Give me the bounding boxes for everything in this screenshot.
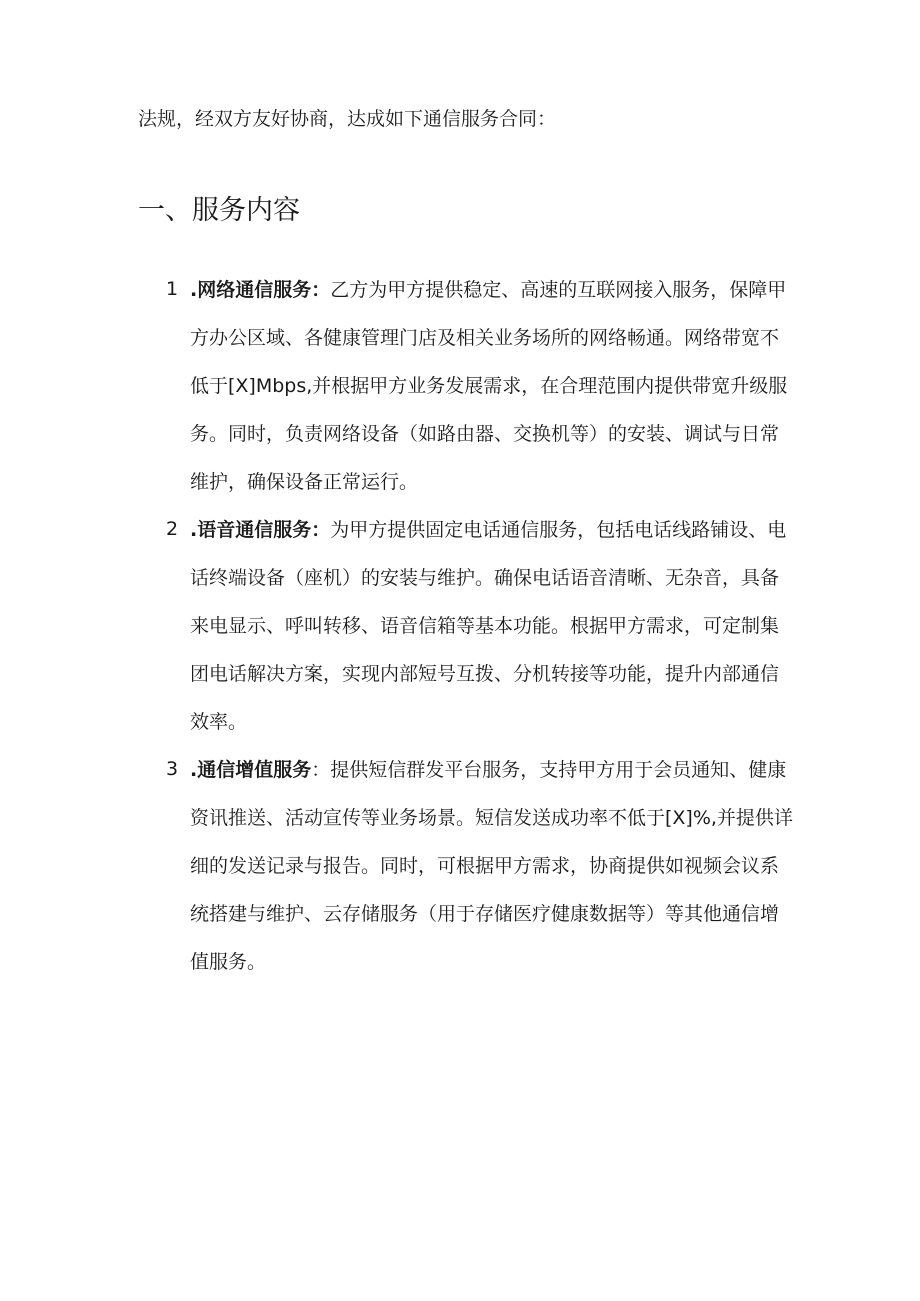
item-text: 乙方为甲方提供稳定、高速的互联网接入服务，保障甲 xyxy=(330,279,787,301)
item-title: .语音通信服务： xyxy=(190,519,331,541)
item-line: 来电显示、呼叫转移、语音信箱等基本功能。根据甲方需求，可定制集 xyxy=(190,615,780,637)
item-line: 统搭建与维护、云存储服务（用于存储医疗健康数据等）等其他通信增 xyxy=(190,903,780,925)
item-line xyxy=(190,266,787,314)
item-line xyxy=(190,746,787,794)
item-line xyxy=(190,506,787,554)
item-title: .网络通信服务： xyxy=(190,279,331,301)
item-body xyxy=(190,506,787,746)
item-line: 方办公区域、各健康管理门店及相关业务场所的网络畅通。网络带宽不 xyxy=(190,327,780,349)
item-line: 团电话解决方案，实现内部短号互拨、分机转接等功能，提升内部通信 xyxy=(190,663,780,685)
intro-text: 法规，经双方友好协商，达成如下通信服务合同： xyxy=(138,108,557,130)
item-line: 务。同时，负责网络设备（如路由器、交换机等）的安装、调试与日常 xyxy=(190,423,780,445)
item-line: 维护，确保设备正常运行。 xyxy=(190,471,419,493)
service-item xyxy=(160,266,788,506)
item-line: 资讯推送、活动宣传等业务场景。短信发送成功率不低于[X]%,并提供详 xyxy=(190,807,793,829)
item-number: 1 xyxy=(166,278,179,300)
item-body xyxy=(190,746,793,986)
section-heading: 一、服务内容 xyxy=(138,195,300,226)
item-line: 值服务。 xyxy=(190,951,267,973)
item-body xyxy=(190,266,788,506)
item-line: 细的发送记录与报告。同时，可根据甲方需求，协商提供如视频会议系 xyxy=(190,855,780,877)
service-item xyxy=(160,506,787,746)
item-line: 低于[X]Mbps,并根据甲方业务发展需求，在合理范围内提供带宽升级服 xyxy=(190,375,788,397)
item-text: ：提供短信群发平台服务，支持甲方用于会员通知、健康 xyxy=(311,759,787,781)
service-item xyxy=(160,746,793,986)
item-number: 3 xyxy=(166,758,179,780)
item-title: .通信增值服务 xyxy=(190,759,312,781)
item-number: 2 xyxy=(166,518,179,540)
item-text: 为甲方提供固定电话通信服务，包括电话线路铺设、电 xyxy=(330,519,787,541)
item-line: 话终端设备（座机）的安装与维护。确保电话语音清晰、无杂音，具备 xyxy=(190,567,780,589)
item-line: 效率。 xyxy=(190,711,248,733)
